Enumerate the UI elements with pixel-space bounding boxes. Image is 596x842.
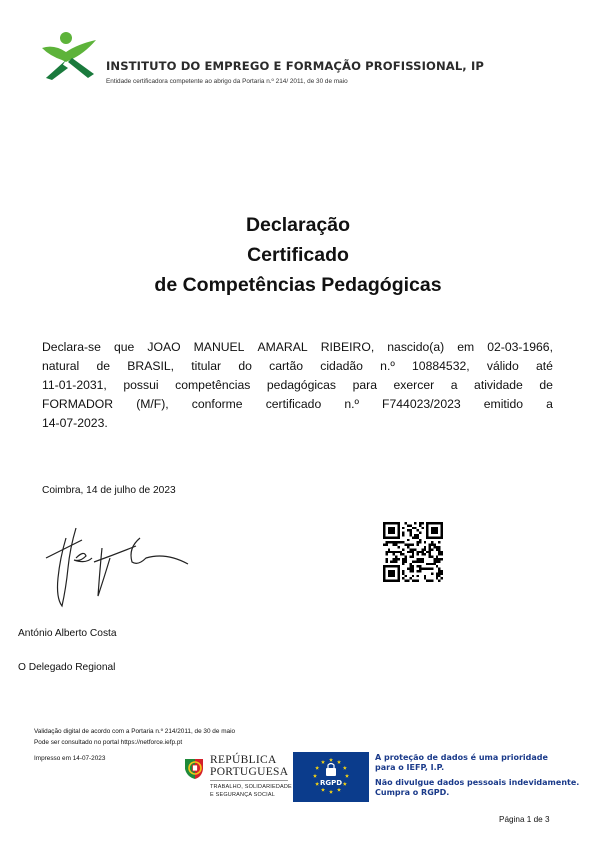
body-word: n.º bbox=[380, 359, 395, 373]
body-word: JOAO bbox=[147, 340, 181, 354]
ministry-name bbox=[210, 783, 292, 799]
body-line bbox=[42, 357, 553, 376]
body-word: RIBEIRO, bbox=[320, 340, 375, 354]
body-word: até bbox=[535, 359, 553, 373]
rgpd-line-1: A proteção de dados é uma prioridade bbox=[375, 753, 548, 762]
body-word: válido bbox=[486, 359, 519, 373]
eu-rgpd-flag-icon bbox=[293, 752, 369, 802]
republica-name bbox=[210, 754, 288, 778]
body-word: atividade bbox=[474, 378, 523, 392]
body-word: pedagógicas bbox=[266, 378, 337, 392]
body-word: cartão bbox=[269, 359, 303, 373]
place-date: Coimbra, 14 de julho de 2023 bbox=[42, 485, 176, 496]
rgpd-line-2: para o IEFP, I.P. bbox=[375, 762, 445, 772]
title-line-3: de Competências Pedagógicas bbox=[154, 274, 442, 296]
iefp-logo-icon bbox=[40, 30, 98, 80]
body-word: AMARAL bbox=[257, 340, 308, 354]
body-line bbox=[42, 338, 553, 357]
printed-date: Impresso em 14-07-2023 bbox=[34, 755, 106, 762]
body-line bbox=[42, 376, 553, 395]
body-word: Declara-se bbox=[42, 340, 101, 354]
body-word: FORMADOR bbox=[42, 397, 114, 411]
declaration-paragraph bbox=[42, 338, 553, 433]
body-word: emitido bbox=[483, 397, 524, 411]
signer-name: António Alberto Costa bbox=[18, 628, 117, 639]
body-word: MANUEL bbox=[193, 340, 245, 354]
rgpd-badge-label: RGPD bbox=[319, 779, 343, 787]
body-word: de bbox=[539, 378, 553, 392]
body-word: para bbox=[352, 378, 377, 392]
body-word: 02-03-1966, bbox=[487, 340, 553, 354]
rgpd-notice bbox=[375, 753, 579, 797]
body-word: cidadão bbox=[320, 359, 363, 373]
republica-divider bbox=[210, 780, 288, 781]
document-title bbox=[0, 210, 596, 300]
title-line-1: Declaração bbox=[245, 214, 351, 236]
signer-role: O Delegado Regional bbox=[18, 662, 116, 673]
body-word: a bbox=[546, 397, 553, 411]
republica-line-2: PORTUGUESA bbox=[210, 766, 289, 778]
body-word: 10884532, bbox=[412, 359, 470, 373]
body-word: conforme bbox=[191, 397, 243, 411]
rgpd-line-3: Não divulgue dados pessoais indevidamente. bbox=[375, 778, 580, 787]
body-word: do bbox=[238, 359, 252, 373]
body-word: (M/F), bbox=[136, 397, 169, 411]
body-word: n.º bbox=[344, 397, 359, 411]
body-word: nascido(a) bbox=[387, 340, 445, 354]
body-word: F744023/2023 bbox=[382, 397, 461, 411]
body-word: em bbox=[457, 340, 475, 354]
ministry-line-2: E SEGURANÇA SOCIAL bbox=[210, 792, 276, 798]
body-word: 11-01-2031, bbox=[42, 378, 107, 392]
body-word: certificado bbox=[265, 397, 322, 411]
body-word: BRASIL, bbox=[127, 359, 175, 373]
body-word: natural bbox=[42, 359, 80, 373]
ministry-line-1: TRABALHO, SOLIDARIEDADE bbox=[210, 784, 292, 790]
handwritten-signature bbox=[36, 518, 196, 613]
portugal-emblem-icon bbox=[183, 755, 205, 781]
body-word: de bbox=[96, 359, 111, 373]
page-number: Página 1 de 3 bbox=[499, 815, 550, 824]
portal-note: Pode ser consultado no portal https://netforce.iefp.pt bbox=[34, 739, 183, 746]
qr-code bbox=[383, 522, 443, 582]
body-word: titular bbox=[191, 359, 222, 373]
republica-line-1: REPÚBLICA bbox=[210, 754, 277, 766]
org-subtitle: Entidade certificadora competente ao abrigo da Portaria n.º 214/ 2011, de 30 de maio bbox=[106, 78, 348, 85]
body-word: que bbox=[114, 340, 135, 354]
body-word: competências bbox=[175, 378, 251, 392]
org-name: INSTITUTO DO EMPREGO E FORMAÇÃO PROFISSIONAL, IP bbox=[106, 59, 484, 73]
body-word: exercer bbox=[393, 378, 435, 392]
title-line-2: Certificado bbox=[247, 244, 349, 266]
rgpd-line-4: Cumpra o RGPD. bbox=[375, 787, 450, 797]
body-line bbox=[42, 414, 553, 433]
body-line bbox=[42, 395, 553, 414]
body-word: 14-07-2023. bbox=[42, 416, 108, 430]
body-word: a bbox=[450, 378, 458, 392]
validation-note: Validação digital de acordo com a Portaria n.º 214/2011, de 30 de maio bbox=[34, 728, 236, 735]
body-word: possui bbox=[123, 378, 159, 392]
